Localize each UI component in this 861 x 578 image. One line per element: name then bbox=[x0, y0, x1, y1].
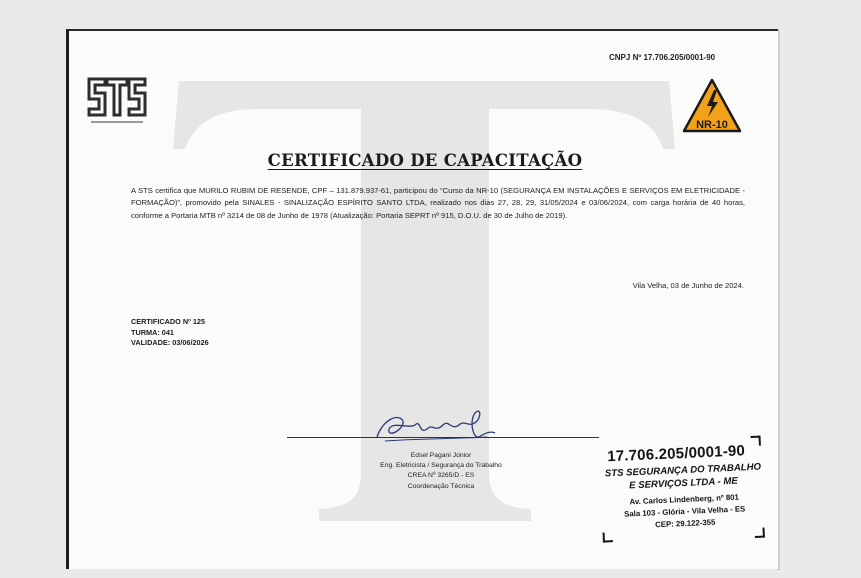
nr10-badge-label: NR-10 bbox=[696, 119, 728, 131]
stamp-address-line2: Sala 103 - Glória - Vila Velha - ES bbox=[623, 504, 746, 519]
nr10-warning-icon bbox=[681, 77, 743, 135]
signer-block bbox=[299, 451, 583, 492]
stamp-address-line3: CEP: 29.122-355 bbox=[654, 517, 716, 530]
place-date: Vila Velha, 03 de Junho de 2024. bbox=[632, 281, 744, 290]
handwritten-signature bbox=[369, 399, 499, 449]
stamp-cnpj: 17.706.205/0001-90 bbox=[606, 442, 746, 466]
stamp-company-line1: STS SEGURANÇA DO TRABALHO bbox=[604, 461, 762, 480]
signature-line bbox=[287, 437, 599, 438]
sts-logo-icon bbox=[85, 71, 149, 129]
certificate-body: A STS certifica que MURILO RUBIM DE RESENDE, CPF – 131.879.937-61, participou do “Curso da NR-10 (SEGURANÇA EM INSTALAÇÕES E SERVIÇOS EM ELETRICIDADE - FORMAÇÃO)”, promovido pela SINALES - SINALIZAÇÃO ESPÍRITO SANTO LTDA, realizado nos dias 27, 28, 29, 31/05/2024 e 03/06/2024, com carga horária de 40 horas, conforme a Portaria MTB nº 3214 de 08 de Junho de 1978 (Atualização: Portaria SEPRT nº 915, D.O.U. de 30 de Julho de 2019). bbox=[131, 186, 745, 220]
stamp-corner-top-right bbox=[750, 436, 760, 446]
certificate-info bbox=[131, 317, 209, 349]
company-stamp bbox=[586, 431, 778, 559]
stamp-company-line2: E SERVIÇOS LTDA - ME bbox=[628, 475, 739, 492]
signer-dept: Coordenação Técnica bbox=[407, 482, 475, 490]
signer-name: Edsel Pagani Júnior bbox=[410, 452, 472, 459]
certificate-title: CERTIFICADO DE CAPACITAÇÃO bbox=[267, 151, 583, 170]
signer-role: Eng. Eletricista / Segurança do Trabalho bbox=[380, 462, 502, 470]
stamp-corner-bottom-left bbox=[603, 532, 613, 542]
certificate-validity: VALIDADE: 03/06/2026 bbox=[131, 338, 209, 347]
header-cnpj: CNPJ Nº 17.706.205/0001-90 bbox=[609, 53, 716, 62]
certificate-number: CERTIFICADO Nº 125 bbox=[131, 317, 206, 326]
stamp-corner-bottom-right bbox=[755, 528, 765, 538]
certificate-class: TURMA: 041 bbox=[131, 327, 174, 337]
stamp-address-line1: Av. Carlos Lindenberg, nº 801 bbox=[629, 492, 740, 507]
certificate-page bbox=[66, 29, 778, 569]
signer-crea: CREA Nº 3265/D - ES bbox=[407, 472, 475, 480]
